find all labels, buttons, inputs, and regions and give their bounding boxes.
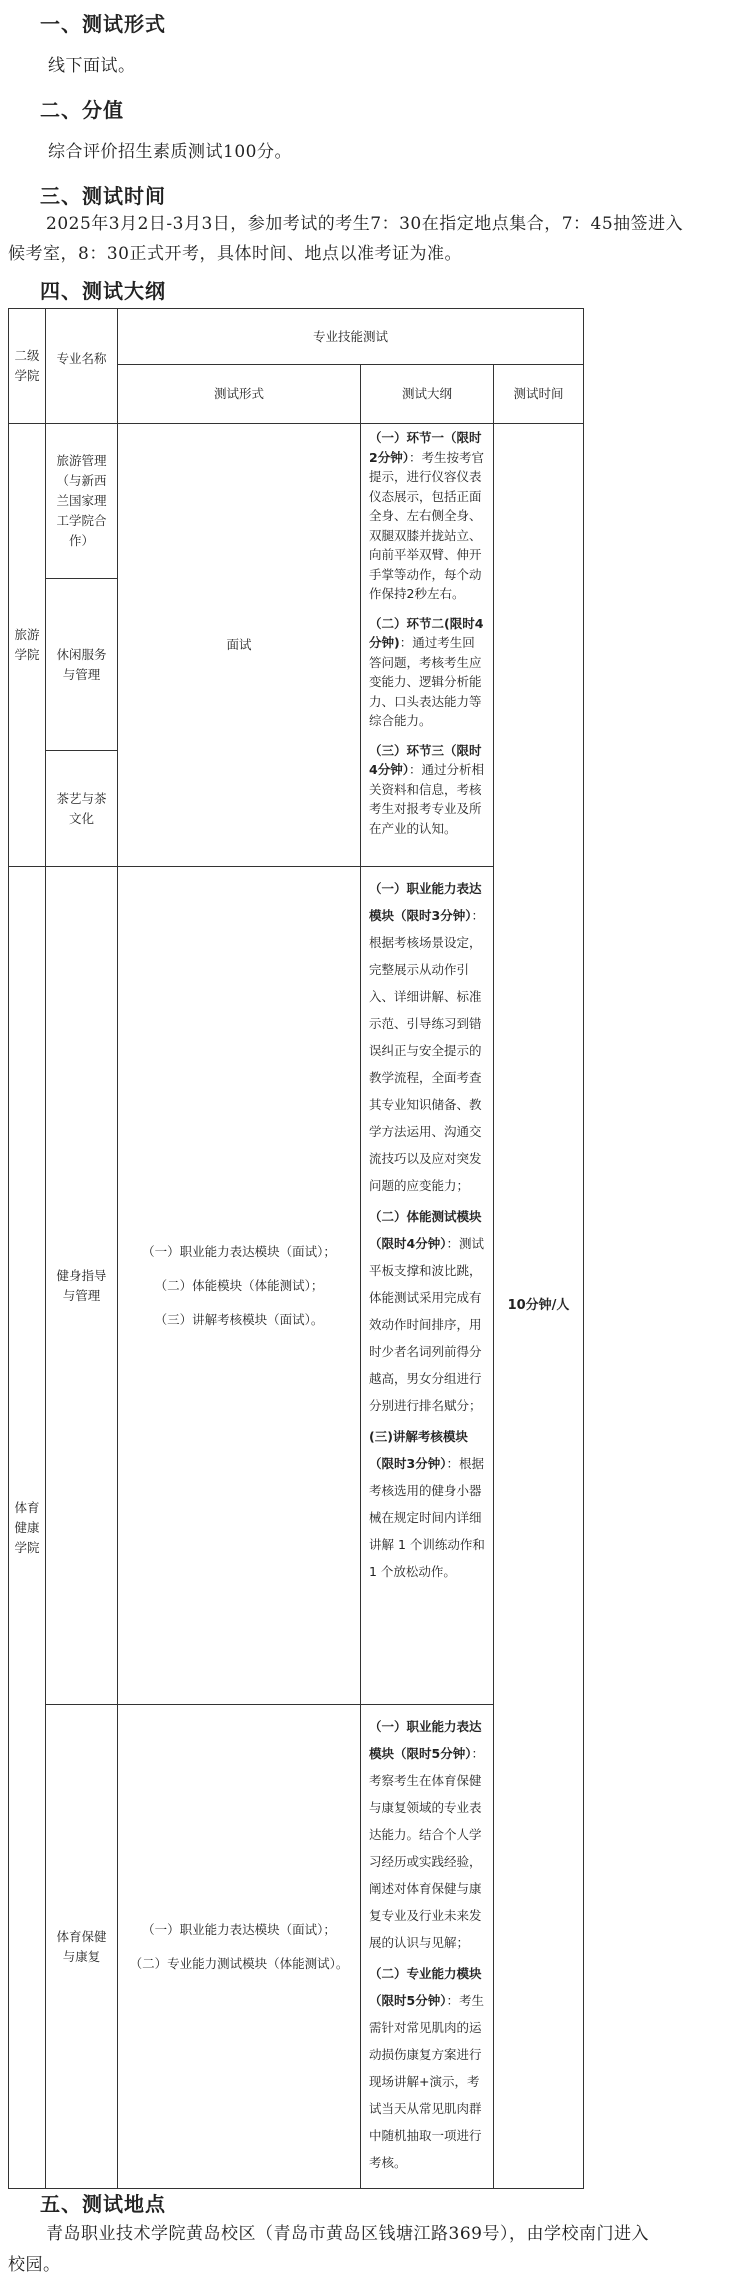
test-outline-table bbox=[8, 308, 584, 2189]
header-outline: 测试大纲 bbox=[361, 365, 494, 424]
section-5-line-1: 青岛职业技术学院黄岛校区（青岛市黄岛区钱塘江路369号），由学校南门进入 bbox=[46, 2224, 649, 2244]
outline-tourism-item: （二）环节二(限时4分钟)：通过考生回答问题，考核考生应变能力、逻辑分析能力、口头表达能力等综合能力。 bbox=[369, 615, 484, 728]
section-4-title: 四、测试大纲 bbox=[40, 279, 166, 303]
section-1-title: 一、测试形式 bbox=[40, 12, 166, 36]
outline-rehab bbox=[361, 1705, 494, 2189]
section-2-body: 综合评价招生素质测试100分。 bbox=[48, 142, 292, 162]
section-5-title: 五、测试地点 bbox=[40, 2192, 166, 2216]
header-skill-test: 专业技能测试 bbox=[118, 309, 584, 365]
form-interview: 面试 bbox=[118, 424, 361, 867]
college-tourism: 旅游学院 bbox=[9, 424, 46, 867]
section-1-body: 线下面试。 bbox=[48, 56, 136, 76]
form-rehab-item: （一）职业能力表达模块（面试）； bbox=[142, 1921, 336, 1937]
outline-rehab-item: （二）专业能力模块（限时5分钟）：考生需针对常见肌肉的运动损伤康复方案进行现场讲解+演示，考试当天从常见肌肉群中随机抽取一项进行考核。 bbox=[369, 1966, 484, 2170]
outline-fitness-item: （一）职业能力表达模块（限时3分钟）：根据考核场景设定，完整展示从动作引入、详细讲解、标准示范、引导练习到错误纠正与安全提示的教学流程，全面考查其专业知识储备、教学方法运用、沟通交流技巧以及应对突发问题的应变能力； bbox=[369, 881, 484, 1193]
header-college: 二级学院 bbox=[9, 309, 46, 424]
form-fitness-item: （一）职业能力表达模块（面试）； bbox=[142, 1243, 336, 1259]
major-rehab: 体育保健与康复 bbox=[46, 1705, 118, 2189]
test-time: 10分钟/人 bbox=[494, 424, 584, 2189]
major-leisure-services: 休闲服务与管理 bbox=[46, 579, 118, 751]
outline-tourism bbox=[361, 424, 494, 867]
outline-tourism-item: （三）环节三（限时4分钟）：通过分析相关资料和信息，考核考生对报考专业及所在产业的认知。 bbox=[369, 742, 484, 836]
form-fitness bbox=[118, 867, 361, 1705]
section-3-title: 三、测试时间 bbox=[40, 184, 166, 208]
header-major: 专业名称 bbox=[46, 309, 118, 424]
major-tourism-management: 旅游管理（与新西兰国家理工学院合作） bbox=[46, 424, 118, 579]
section-5-line-2: 校园。 bbox=[8, 2255, 61, 2275]
section-2-title: 二、分值 bbox=[40, 98, 124, 122]
major-tea-culture: 茶艺与茶文化 bbox=[46, 751, 118, 867]
form-fitness-item: （二）体能模块（体能测试）； bbox=[154, 1277, 324, 1293]
form-fitness-item: （三）讲解考核模块（面试）。 bbox=[154, 1311, 324, 1327]
college-sports: 体育健康学院 bbox=[9, 867, 46, 2189]
major-fitness: 健身指导与管理 bbox=[46, 867, 118, 1705]
section-3-line-1: 2025年3月2日-3月3日，参加考试的考生7：30在指定地点集合，7：45抽签进入 bbox=[46, 214, 684, 234]
outline-fitness bbox=[361, 867, 494, 1705]
section-3-line-2: 候考室，8：30正式开考，具体时间、地点以准考证为准。 bbox=[8, 244, 462, 264]
outline-fitness-item: （二）体能测试模块（限时4分钟）：测试平板支撑和波比跳，体能测试采用完成有效动作时间排序，用时少者名词列前得分越高，男女分组进行分别进行排名赋分； bbox=[369, 1209, 484, 1413]
outline-tourism-item: （一）环节一（限时2分钟）：考生按考官提示，进行仪容仪表仪态展示，包括正面全身、左右侧全身、双腿双膝并拢站立、向前平举双臂、伸开手掌等动作，每个动作保持2秒左右。 bbox=[369, 430, 484, 601]
header-form: 测试形式 bbox=[118, 365, 361, 424]
form-rehab bbox=[118, 1705, 361, 2189]
header-time: 测试时间 bbox=[494, 365, 584, 424]
outline-rehab-item: （一）职业能力表达模块（限时5分钟）：考察考生在体育保健与康复领域的专业表达能力。结合个人学习经历或实践经验，阐述对体育保健与康复专业及行业未来发展的认识与见解； bbox=[369, 1719, 484, 1950]
form-rehab-item: （二）专业能力测试模块（体能测试）。 bbox=[129, 1955, 349, 1971]
outline-fitness-item: (三)讲解考核模块（限时3分钟）：根据考核选用的健身小器械在规定时间内详细讲解 1 个训练动作和 1 个放松动作。 bbox=[369, 1429, 485, 1579]
